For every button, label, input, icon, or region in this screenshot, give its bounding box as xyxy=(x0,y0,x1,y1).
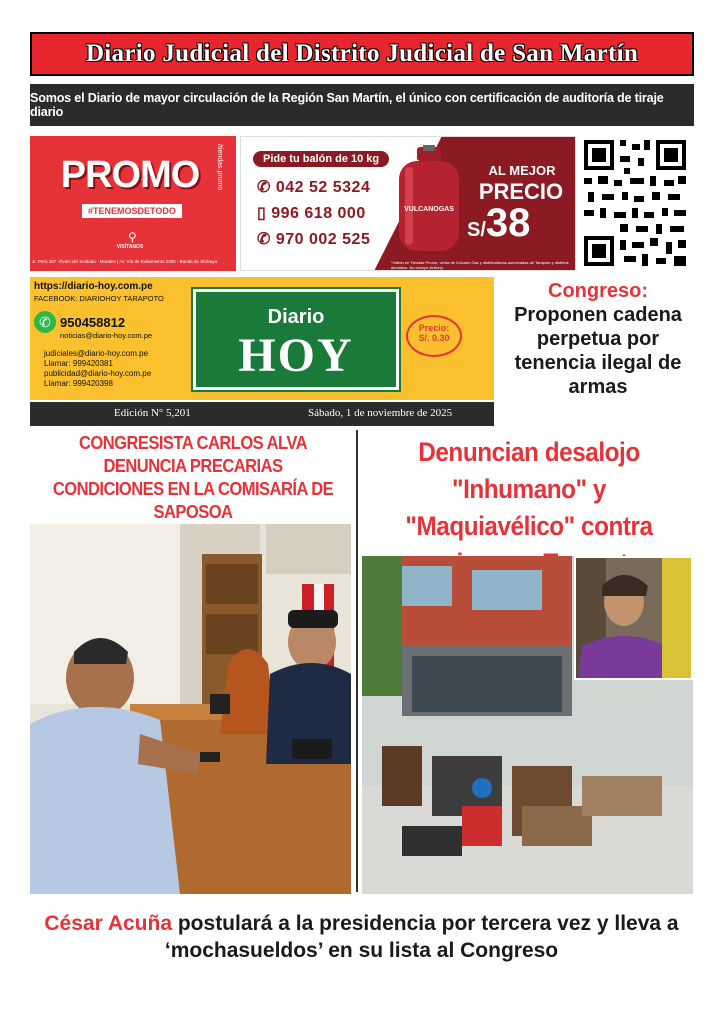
logo-top-word: Diario xyxy=(267,306,325,328)
column-divider xyxy=(356,430,358,892)
mobile-icon: ▯ xyxy=(257,205,272,222)
masthead-title: Diario Judicial del Distrito Judicial de San Martín xyxy=(85,40,639,67)
edition-bar xyxy=(30,402,494,426)
sidebar-kicker: Congreso: xyxy=(548,280,648,302)
gas-ad[interactable] xyxy=(240,136,576,271)
right-story-photo[interactable] xyxy=(362,556,693,894)
bottom-story-headline: postulará a la presidencia por tercera vez y lleva a ‘mochasueldos’ en su lista al Congreso xyxy=(164,912,679,962)
gas-fine-print: *Válido en Tiendas Promo, venta de Vulcano Gas y distribuidoras autorizadas de Tarapoto y distritos aledaños. No incluye delivery. xyxy=(391,260,569,270)
promo-visit-label: VISÍTANOS xyxy=(116,244,144,250)
price-value: S/. 0.30 xyxy=(418,333,450,343)
gas-phone-1: ✆ 042 52 5324 xyxy=(257,179,371,196)
website-link[interactable]: https://diario-hoy.com.pe xyxy=(34,281,153,292)
left-story-headline[interactable]: CONGRESISTA CARLOS ALVA DENUNCIA PRECARIAS CONDICIONES EN LA COMISARÍA DE SAPOSOA xyxy=(52,433,334,522)
gas-best-label: AL MEJOR xyxy=(488,163,556,178)
bottom-story-name: César Acuña xyxy=(44,912,173,935)
right-story-headline[interactable]: Denuncian desalojo "Inhumano" y "Maquiavélico" contra xyxy=(405,437,653,541)
whatsapp-icon: ✆ xyxy=(34,311,56,333)
svg-text:VULCANOGAS: VULCANOGAS xyxy=(404,206,454,213)
logo-main-word: HOY xyxy=(238,329,354,382)
gas-ad-headline: Pide tu balón de 10 kg xyxy=(253,151,389,167)
gas-price-label: PRECIO xyxy=(478,179,564,204)
whatsapp-icon: ✆ xyxy=(257,231,276,248)
price-tag xyxy=(406,315,462,357)
diario-hoy-logo[interactable] xyxy=(193,289,399,390)
facebook-label[interactable]: FACEBOOK: DIARIOHOY TARAPOTO xyxy=(34,294,164,303)
promo-ad[interactable] xyxy=(30,136,236,271)
gas-phone-3: ✆ 970 002 525 xyxy=(257,231,371,248)
news-email[interactable]: noticias@diario-hoy.com.pe xyxy=(60,331,153,340)
masthead-title-bar xyxy=(30,32,694,76)
gas-price: S/38 xyxy=(467,201,531,245)
left-story-photo[interactable] xyxy=(30,524,351,894)
bottom-story[interactable] xyxy=(20,910,703,964)
gas-phone-2: ▯ 996 618 000 xyxy=(257,205,366,222)
promo-hashtag: #TENEMOSDETODO xyxy=(82,204,182,218)
qr-code[interactable] xyxy=(580,136,690,271)
gas-cylinder-icon xyxy=(393,145,465,257)
sidebar-headline: Proponen cadena perpetua por tenencia ilegal de armas xyxy=(514,304,682,398)
phone-icon: ✆ xyxy=(257,179,276,196)
promo-address: Jr. Perú 287 -Óvalo del Soldado - Morales | Av. Vía de Evitamiento 2300 - Banda de Shilcayo xyxy=(32,259,218,264)
edition-number: Edición N° 5,201 xyxy=(114,407,191,419)
judicial-email[interactable]: judiciales@diario-hoy.com.pe xyxy=(44,349,149,358)
promo-title: PROMO xyxy=(60,154,200,196)
ads-email[interactable]: publicidad@diario-hoy.com.pe xyxy=(44,369,152,378)
whatsapp-number[interactable]: 950458812 xyxy=(60,315,126,330)
location-pin-icon: ⚲ xyxy=(128,230,137,244)
tagline: Somos el Diario de mayor circulación de la Región San Martín, el único con certificación de auditoría de tiraje diario xyxy=(30,91,664,119)
sidebar-story[interactable] xyxy=(500,280,696,406)
ads-phone: Llamar: 999420398 xyxy=(44,379,113,388)
judicial-phone: Llamar: 999420381 xyxy=(44,359,113,368)
price-label: Precio: xyxy=(418,323,450,333)
promo-social: /tiendas.promo xyxy=(216,144,223,191)
contact-block xyxy=(30,277,494,400)
tagline-bar xyxy=(30,84,694,126)
edition-date: Sábado, 1 de noviembre de 2025 xyxy=(308,407,453,419)
